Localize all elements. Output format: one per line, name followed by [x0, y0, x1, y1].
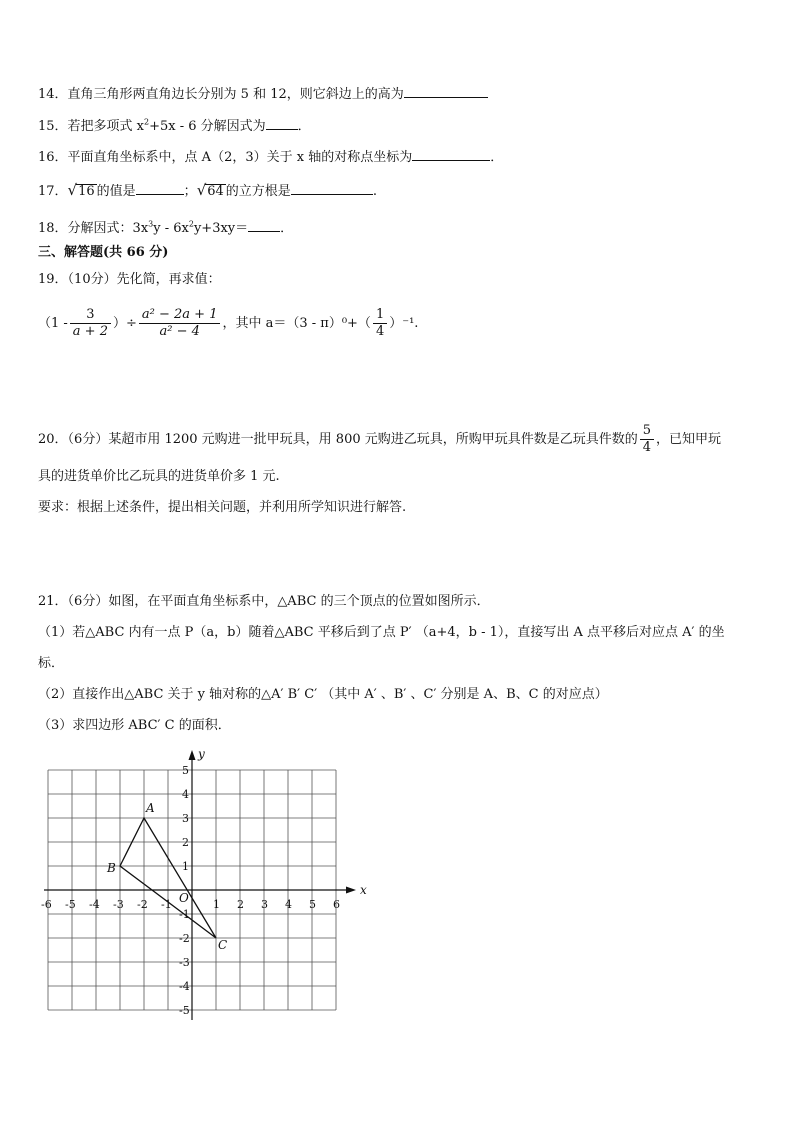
origin-label: O — [179, 891, 189, 905]
q18-end: ． — [280, 221, 294, 236]
question-20-line-1 — [38, 422, 721, 458]
question-20-line-2: 具的进货单价比乙玩具的进货单价多 1 元. — [38, 469, 280, 484]
frac-num: 1 — [373, 307, 387, 324]
q17-prefix: 17． — [38, 184, 68, 199]
y-tick-label: 5 — [182, 764, 189, 777]
q14-answer-blank[interactable] — [404, 84, 488, 98]
q15-answer-blank[interactable] — [266, 116, 298, 130]
q19-fraction-2 — [139, 307, 221, 340]
q17-radicand-2: 64 — [207, 184, 224, 199]
question-21-part-1-cont: 标． — [38, 656, 65, 671]
y-tick-label: 2 — [182, 836, 189, 849]
question-21-title: 21．（6分）如图，在平面直角坐标系中，△ABC 的三个顶点的位置如图所示． — [38, 594, 490, 609]
q17-radicand-1: 16 — [78, 184, 95, 199]
frac-den: 4 — [375, 324, 385, 339]
y-tick-label: -3 — [179, 956, 190, 969]
q19-tail: ）⁻¹. — [389, 316, 419, 331]
q20-fraction — [640, 423, 654, 456]
question-14 — [38, 84, 488, 104]
y-tick-label: 4 — [182, 788, 189, 801]
question-15 — [38, 116, 311, 136]
q15-end: ． — [297, 119, 311, 134]
q14-text: 14．直角三角形两直角边长分别为 5 和 12，则它斜边上的高为 — [38, 87, 404, 102]
q19-fraction-3 — [373, 307, 387, 340]
x-tick-label: -5 — [65, 898, 76, 911]
q19-divide: ）÷ — [112, 316, 137, 331]
q20-text-1-tail: ，已知甲玩 — [656, 432, 722, 447]
x-tick-label: -1 — [161, 898, 172, 911]
q17-answer-blank-2[interactable] — [291, 181, 373, 195]
x-tick-label: 2 — [237, 898, 244, 911]
q15-text: +5x - 6 分解因式为 — [149, 119, 266, 134]
question-20-line-3: 要求：根据上述条件，提出相关问题，并利用所学知识进行解答. — [38, 500, 407, 515]
y-tick-label: -4 — [179, 980, 190, 993]
x-tick-label: -3 — [113, 898, 124, 911]
vertex-label-b: B — [107, 861, 116, 875]
x-tick-label: 6 — [333, 898, 340, 911]
frac-num: 3 — [70, 307, 111, 324]
question-21-part-2: （2）直接作出△ABC 关于 y 轴对称的△A′ B′ C′ （其中 A′ 、B′ 、C′ 分别是 A、B、C 的对应点） — [38, 687, 608, 702]
question-19-title: 19．（10分）先化简，再求值： — [38, 272, 221, 287]
x-tick-label: -6 — [41, 898, 52, 911]
y-axis-label: y — [198, 748, 205, 761]
q18-text-1: y - 6x — [153, 221, 189, 236]
q19-condition: ，其中 a＝（3 - π）⁰+（ — [222, 316, 371, 331]
question-21-part-1: （1）若△ABC 内有一点 P（a，b）随着△ABC 平移后到了点 P′ （a+4，b - 1），直接写出 A 点平移后对应点 A′ 的坐 — [38, 625, 725, 640]
frac-den: a + 2 — [72, 324, 108, 339]
x-tick-label: -2 — [137, 898, 148, 911]
q18-text-2: y+3xy＝ — [193, 221, 249, 236]
question-19-expression — [38, 306, 418, 342]
y-tick-label: -2 — [179, 932, 190, 945]
frac-num: a² − 2a + 1 — [139, 307, 221, 324]
q19-fraction-1 — [70, 307, 111, 340]
vertex-label-a: A — [146, 801, 155, 815]
q20-text-1: 20．（6分）某超市用 1200 元购进一批甲玩具，用 800 元购进乙玩具，所购甲玩具件数是乙玩具件数的 — [38, 432, 638, 447]
x-tick-label: 3 — [261, 898, 268, 911]
q17-text-2: 的立方根是 — [225, 184, 291, 199]
x-tick-label: 5 — [309, 898, 316, 911]
y-tick-label: -1 — [179, 908, 190, 921]
q16-end: ． — [490, 150, 504, 165]
coordinate-grid-figure — [36, 748, 376, 1028]
q17-end: . — [372, 184, 377, 199]
question-21-part-3: （3）求四边形 ABC′ C 的面积． — [38, 718, 231, 733]
q15-exponent: 2 — [144, 117, 150, 127]
sqrt-icon: √ — [67, 181, 78, 199]
frac-den: a² − 4 — [159, 324, 200, 339]
q16-answer-blank[interactable] — [412, 147, 490, 161]
y-tick-label: 1 — [182, 860, 189, 873]
x-tick-label: -4 — [89, 898, 100, 911]
section-heading: 三、解答题(共 66 分) — [38, 245, 169, 260]
x-tick-label: 1 — [213, 898, 220, 911]
q17-separator: ； — [183, 184, 197, 199]
x-tick-label: 4 — [285, 898, 292, 911]
q16-text: 16．平面直角坐标系中，点 A（2，3）关于 x 轴的对称点坐标为 — [38, 150, 413, 165]
q18-prefix: 18．分解因式：3x — [38, 221, 149, 236]
y-tick-label: 3 — [182, 812, 189, 825]
x-axis-arrow-icon — [346, 887, 356, 894]
sqrt-icon: √ — [196, 181, 207, 199]
question-18 — [38, 218, 293, 238]
y-tick-label: -5 — [179, 1004, 190, 1017]
q15-prefix: 15．若把多项式 x — [38, 119, 145, 134]
question-17 — [38, 181, 377, 201]
y-axis-arrow-icon — [189, 750, 196, 760]
vertex-label-c: C — [218, 938, 228, 952]
q17-answer-blank-1[interactable] — [136, 181, 184, 195]
q19-open: （1 - — [38, 316, 68, 331]
q17-text-1: 的值是 — [96, 184, 136, 199]
q18-answer-blank[interactable] — [248, 218, 280, 232]
x-axis-label: x — [360, 883, 367, 897]
question-16 — [38, 147, 503, 167]
frac-num: 5 — [640, 423, 654, 440]
q18-exp-1: 3 — [148, 219, 154, 229]
frac-den: 4 — [642, 440, 652, 455]
q18-exp-2: 2 — [188, 219, 194, 229]
